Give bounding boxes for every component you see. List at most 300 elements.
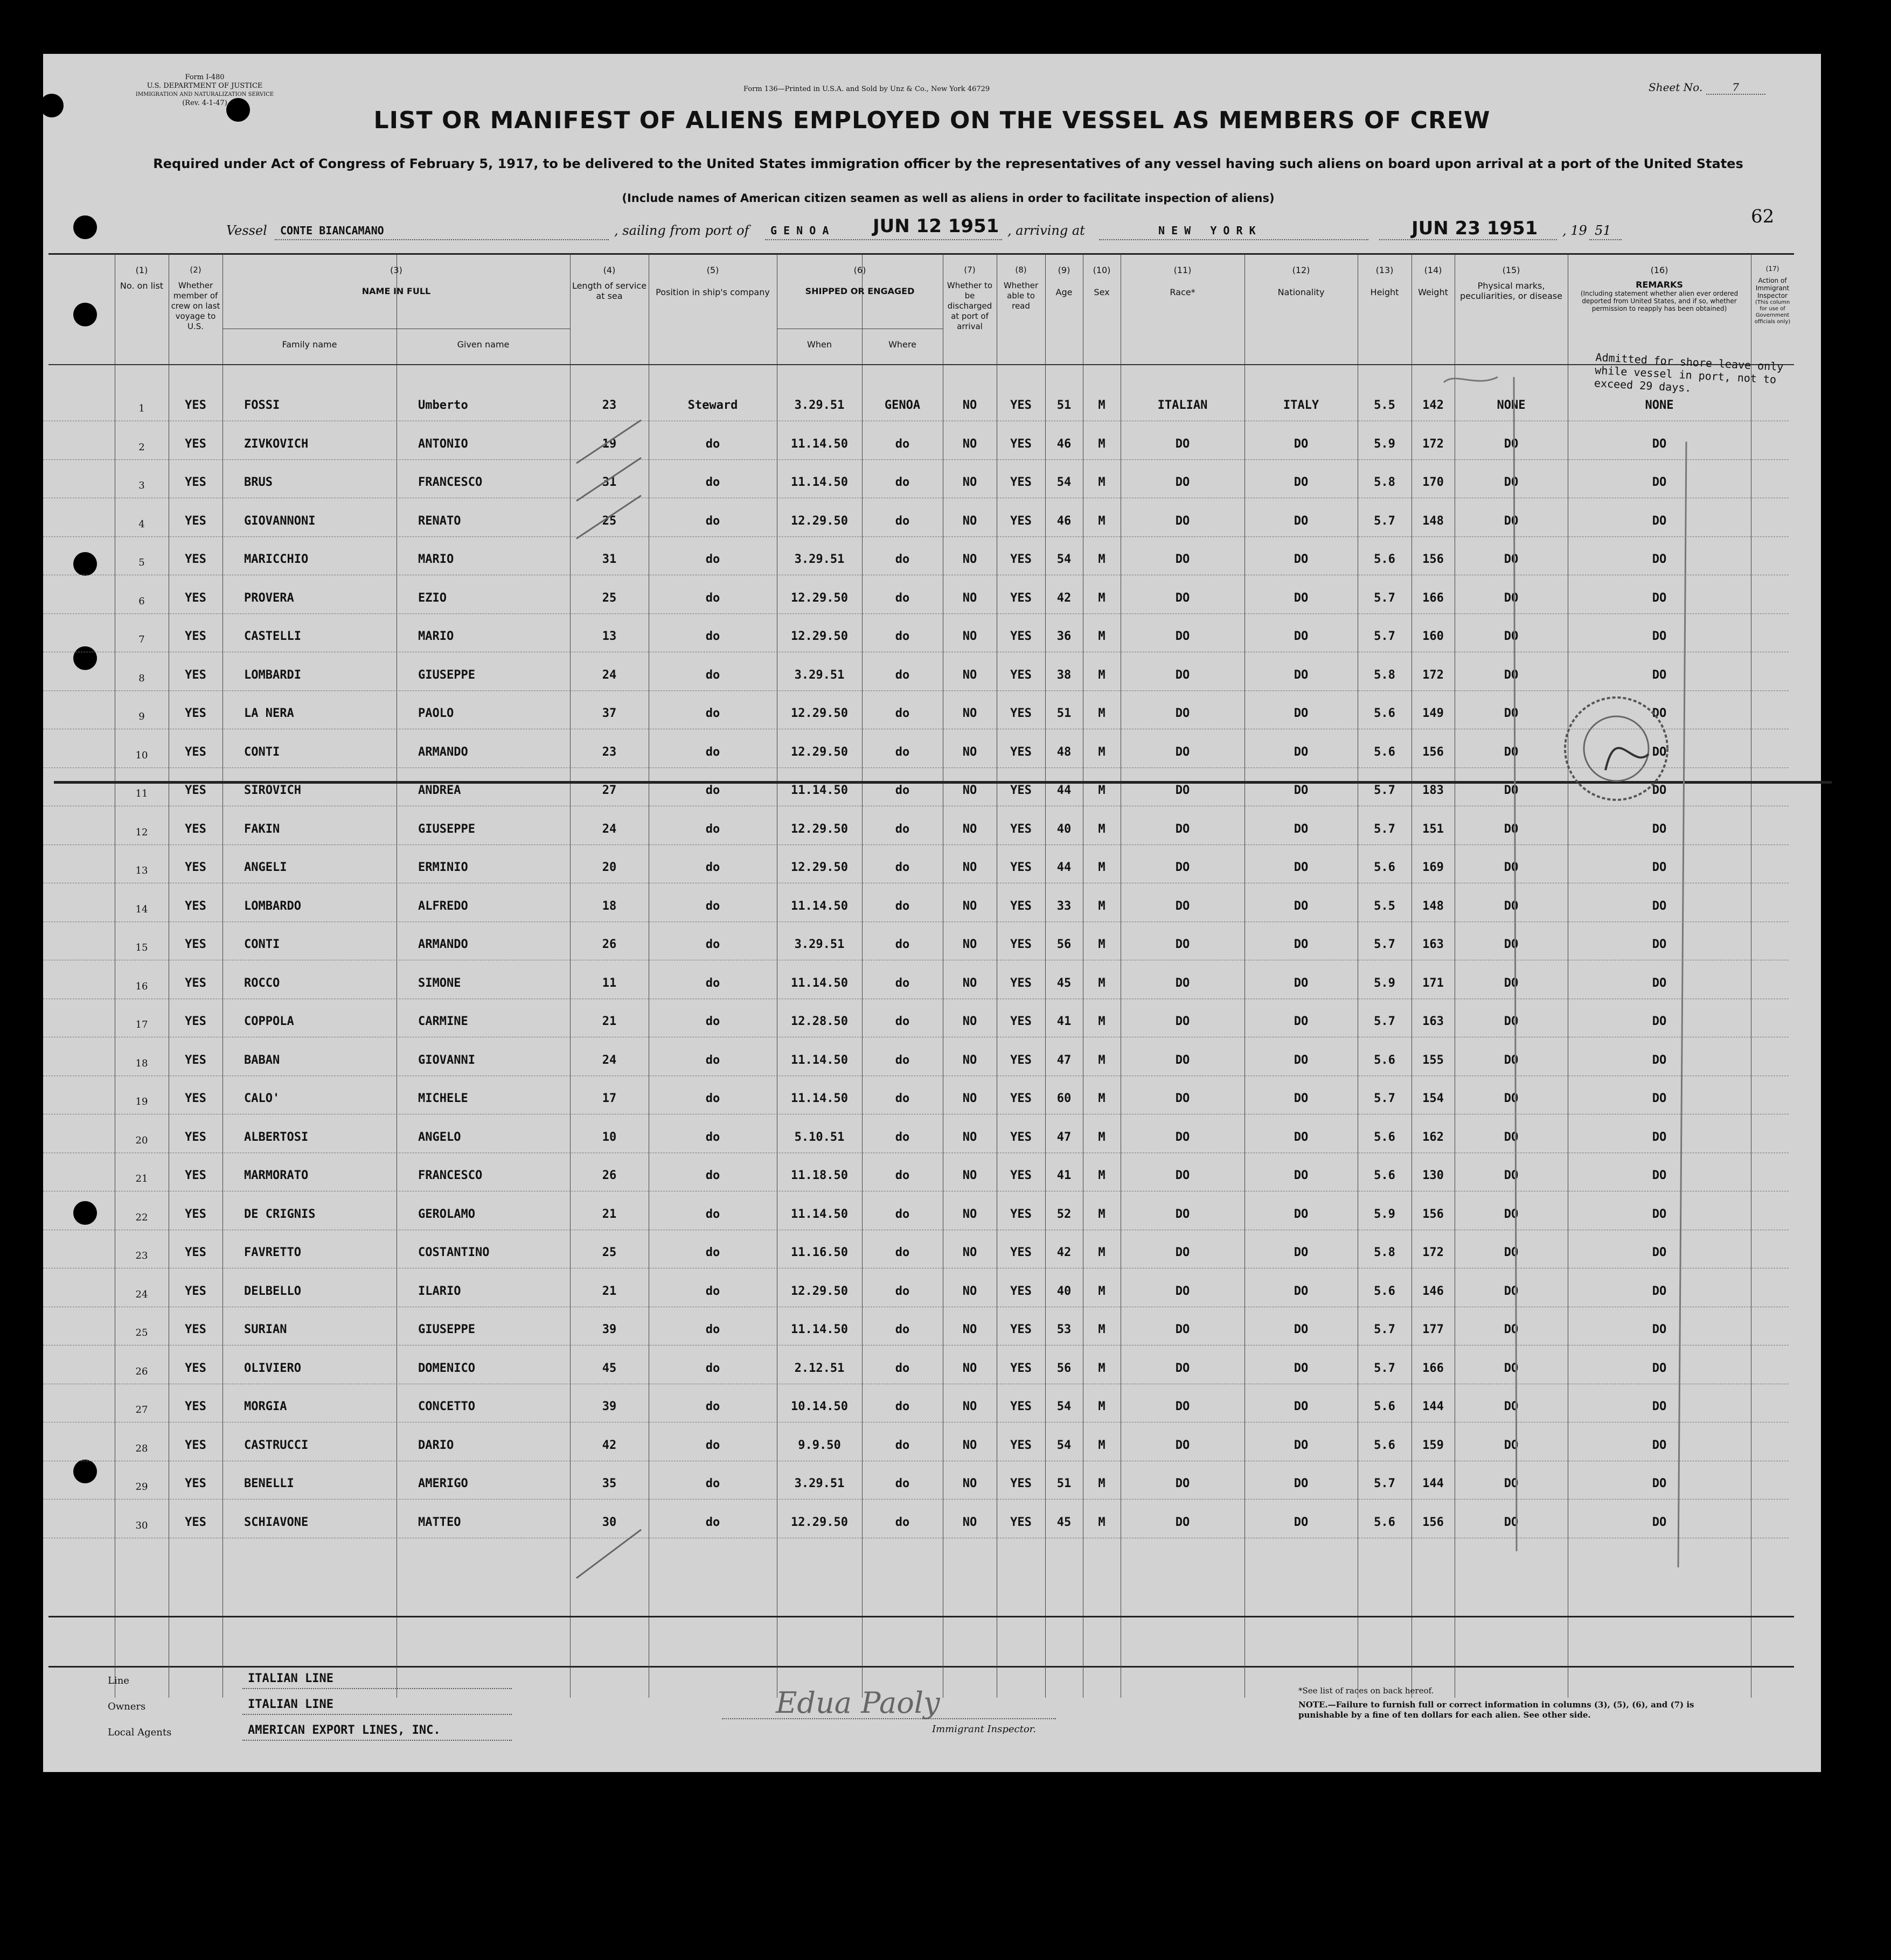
height: 5.9 bbox=[1374, 976, 1395, 990]
engaged-when: 11.14.50 bbox=[791, 1207, 848, 1221]
family-name: BRUS bbox=[244, 476, 273, 489]
engaged-where: do bbox=[895, 630, 910, 643]
service-length: 27 bbox=[602, 784, 617, 797]
remarks: DO bbox=[1652, 591, 1667, 605]
remarks: DO bbox=[1652, 1438, 1667, 1452]
race: DO bbox=[1175, 861, 1190, 874]
discharged-value: NO bbox=[962, 745, 977, 759]
year-label: , 19 bbox=[1562, 223, 1587, 238]
height: 5.8 bbox=[1374, 476, 1395, 489]
family-name: ANGELI bbox=[244, 861, 287, 874]
row-number: 14 bbox=[135, 903, 148, 915]
height: 5.5 bbox=[1374, 399, 1395, 412]
remarks: DO bbox=[1652, 1092, 1667, 1105]
row-number: 1 bbox=[138, 403, 145, 414]
engaged-where: do bbox=[895, 514, 910, 528]
family-name: FAKIN bbox=[244, 822, 280, 836]
sex: M bbox=[1098, 1438, 1106, 1452]
given-name: FRANCESCO bbox=[418, 476, 483, 489]
race: DO bbox=[1175, 976, 1190, 990]
row-number: 11 bbox=[135, 788, 148, 799]
engaged-when: 3.29.51 bbox=[794, 938, 845, 951]
engaged-when: 12.29.50 bbox=[791, 822, 848, 836]
row-number: 2 bbox=[138, 441, 145, 453]
discharged-value: NO bbox=[962, 1053, 977, 1067]
sex: M bbox=[1098, 553, 1106, 566]
engaged-where: do bbox=[895, 1015, 910, 1028]
sex: M bbox=[1098, 1361, 1106, 1375]
physical-marks: DO bbox=[1504, 1169, 1519, 1182]
height: 5.7 bbox=[1374, 784, 1395, 797]
able-to-read-value: YES bbox=[1010, 976, 1032, 990]
sex: M bbox=[1098, 784, 1106, 797]
able-to-read-value: YES bbox=[1010, 1284, 1032, 1298]
engaged-where: do bbox=[895, 591, 910, 605]
age: 41 bbox=[1056, 1015, 1072, 1028]
nationality: DO bbox=[1294, 1400, 1309, 1413]
age: 42 bbox=[1056, 1246, 1072, 1259]
service-length: 24 bbox=[602, 822, 617, 836]
height: 5.7 bbox=[1374, 1323, 1395, 1336]
family-name: SURIAN bbox=[244, 1323, 287, 1336]
engaged-when: 11.14.50 bbox=[791, 976, 848, 990]
row-number: 21 bbox=[135, 1173, 148, 1184]
given-name: MARIO bbox=[418, 553, 454, 566]
physical-marks: DO bbox=[1504, 822, 1519, 836]
discharged-value: NO bbox=[962, 591, 977, 605]
age: 52 bbox=[1056, 1207, 1072, 1221]
remarks: DO bbox=[1652, 1515, 1667, 1529]
service-length: 26 bbox=[602, 938, 617, 951]
given-name: SIMONE bbox=[418, 976, 461, 990]
race: DO bbox=[1175, 1361, 1190, 1375]
race: DO bbox=[1175, 1284, 1190, 1298]
previous-voyage-value: YES bbox=[185, 399, 206, 412]
position: do bbox=[705, 514, 720, 528]
service-length: 21 bbox=[602, 1284, 617, 1298]
header-position: Position in ship's company bbox=[656, 287, 770, 297]
physical-marks: DO bbox=[1504, 1246, 1519, 1259]
position: do bbox=[705, 1092, 720, 1105]
official-seal-icon bbox=[1557, 689, 1676, 808]
engaged-when: 5.10.51 bbox=[794, 1130, 845, 1144]
position: do bbox=[705, 1015, 720, 1028]
height: 5.7 bbox=[1374, 938, 1395, 951]
nationality: DO bbox=[1294, 1092, 1309, 1105]
service-length: 31 bbox=[602, 476, 617, 489]
nationality: DO bbox=[1294, 1130, 1309, 1144]
previous-voyage-value: YES bbox=[185, 1169, 206, 1182]
engaged-when: 11.14.50 bbox=[791, 1323, 848, 1336]
able-to-read-value: YES bbox=[1010, 1015, 1032, 1028]
position: do bbox=[705, 437, 720, 451]
sheet-value: 7 bbox=[1706, 81, 1765, 95]
discharged-value: NO bbox=[962, 514, 977, 528]
physical-marks: DO bbox=[1504, 1015, 1519, 1028]
able-to-read-value: YES bbox=[1010, 1400, 1032, 1413]
weight: 144 bbox=[1422, 1400, 1444, 1413]
nationality: DO bbox=[1294, 861, 1309, 874]
nationality: DO bbox=[1294, 1438, 1309, 1452]
owners-label: Owners bbox=[108, 1701, 146, 1712]
age: 44 bbox=[1056, 861, 1072, 874]
family-name: FOSSI bbox=[244, 399, 280, 412]
nationality: DO bbox=[1294, 1323, 1309, 1336]
engaged-where: do bbox=[895, 784, 910, 797]
remarks: DO bbox=[1652, 1400, 1667, 1413]
year-value: 51 bbox=[1595, 223, 1611, 238]
weight: 154 bbox=[1422, 1092, 1444, 1105]
remarks: DO bbox=[1652, 630, 1667, 643]
position: do bbox=[705, 1515, 720, 1529]
nationality: DO bbox=[1294, 822, 1309, 836]
discharged-value: NO bbox=[962, 1092, 977, 1105]
race: DO bbox=[1175, 1207, 1190, 1221]
agents-label: Local Agents bbox=[108, 1727, 172, 1738]
sex: M bbox=[1098, 861, 1106, 874]
age: 44 bbox=[1056, 784, 1072, 797]
weight: 146 bbox=[1422, 1284, 1444, 1298]
inspector-label: Immigrant Inspector. bbox=[932, 1724, 1037, 1735]
physical-marks: DO bbox=[1504, 1284, 1519, 1298]
col-num: (10) bbox=[1093, 265, 1111, 275]
age: 54 bbox=[1056, 553, 1072, 566]
family-name: CONTI bbox=[244, 938, 280, 951]
height: 5.7 bbox=[1374, 514, 1395, 528]
engaged-when: 2.12.51 bbox=[794, 1361, 845, 1375]
age: 40 bbox=[1056, 1284, 1072, 1298]
service-length: 24 bbox=[602, 1053, 617, 1067]
height: 5.6 bbox=[1374, 861, 1395, 874]
engaged-where: do bbox=[895, 745, 910, 759]
discharged-value: NO bbox=[962, 1438, 977, 1452]
engaged-when: 3.29.51 bbox=[794, 399, 845, 412]
weight: 156 bbox=[1422, 553, 1444, 566]
remarks: DO bbox=[1652, 1053, 1667, 1067]
race: DO bbox=[1175, 476, 1190, 489]
physical-marks: DO bbox=[1504, 553, 1519, 566]
previous-voyage-value: YES bbox=[185, 861, 206, 874]
age: 47 bbox=[1056, 1130, 1072, 1144]
discharged-value: NO bbox=[962, 630, 977, 643]
family-name: FAVRETTO bbox=[244, 1246, 301, 1259]
remarks: DO bbox=[1652, 861, 1667, 874]
age: 56 bbox=[1056, 1361, 1072, 1375]
manifest-sheet bbox=[43, 54, 1821, 1772]
remarks: DO bbox=[1652, 784, 1667, 797]
race: DO bbox=[1175, 1323, 1190, 1336]
row-number: 28 bbox=[135, 1442, 148, 1454]
nationality: DO bbox=[1294, 591, 1309, 605]
position: do bbox=[705, 1246, 720, 1259]
nationality: DO bbox=[1294, 938, 1309, 951]
service-length: 35 bbox=[602, 1477, 617, 1490]
family-name: LOMBARDI bbox=[244, 668, 301, 682]
age: 38 bbox=[1056, 668, 1072, 682]
form-number: Form I-480 bbox=[185, 73, 225, 81]
previous-voyage-value: YES bbox=[185, 514, 206, 528]
family-name: CALO' bbox=[244, 1092, 280, 1105]
discharged-value: NO bbox=[962, 476, 977, 489]
weight: 148 bbox=[1422, 899, 1444, 913]
physical-marks: DO bbox=[1504, 1092, 1519, 1105]
engaged-where: do bbox=[895, 1130, 910, 1144]
able-to-read-value: YES bbox=[1010, 514, 1032, 528]
position: do bbox=[705, 476, 720, 489]
physical-marks: DO bbox=[1504, 861, 1519, 874]
sex: M bbox=[1098, 437, 1106, 451]
physical-marks: DO bbox=[1504, 938, 1519, 951]
row-number: 27 bbox=[135, 1404, 148, 1415]
row-number: 10 bbox=[135, 749, 148, 761]
arrival-port: N E W Y O R K bbox=[1158, 224, 1256, 237]
family-name: CASTRUCCI bbox=[244, 1438, 309, 1452]
arrival-date-stamp: JUN 23 1951 bbox=[1412, 218, 1538, 239]
engaged-when: 12.28.50 bbox=[791, 1015, 848, 1028]
sex: M bbox=[1098, 1053, 1106, 1067]
row-number: 16 bbox=[135, 980, 148, 992]
sex: M bbox=[1098, 1169, 1106, 1182]
row-number: 26 bbox=[135, 1365, 148, 1377]
physical-marks: NONE bbox=[1497, 399, 1526, 412]
engaged-where: do bbox=[895, 437, 910, 451]
race: DO bbox=[1175, 1515, 1190, 1529]
physical-marks: DO bbox=[1504, 1477, 1519, 1490]
able-to-read-value: YES bbox=[1010, 1092, 1032, 1105]
previous-voyage-value: YES bbox=[185, 668, 206, 682]
position: do bbox=[705, 861, 720, 874]
age: 54 bbox=[1056, 476, 1072, 489]
able-to-read-value: YES bbox=[1010, 1130, 1032, 1144]
engaged-when: 12.29.50 bbox=[791, 591, 848, 605]
service-length: 19 bbox=[602, 437, 617, 451]
row-number: 18 bbox=[135, 1057, 148, 1069]
position: do bbox=[705, 1130, 720, 1144]
discharged-value: NO bbox=[962, 1284, 977, 1298]
given-name: FRANCESCO bbox=[418, 1169, 483, 1182]
able-to-read-value: YES bbox=[1010, 437, 1032, 451]
position: do bbox=[705, 668, 720, 682]
header-remarks-note: (Including statement whether alien ever ordered deported from United States, and if so, whether permission to reapply has been obtained) bbox=[1580, 290, 1739, 312]
col-num: (4) bbox=[603, 265, 616, 275]
discharged-value: NO bbox=[962, 784, 977, 797]
engaged-when: 12.29.50 bbox=[791, 861, 848, 874]
height: 5.6 bbox=[1374, 745, 1395, 759]
service-length: 21 bbox=[602, 1015, 617, 1028]
given-name: ARMANDO bbox=[418, 745, 468, 759]
position: do bbox=[705, 1361, 720, 1375]
discharged-value: NO bbox=[962, 1477, 977, 1490]
height: 5.9 bbox=[1374, 1207, 1395, 1221]
given-name: Umberto bbox=[418, 399, 468, 412]
physical-marks: DO bbox=[1504, 1323, 1519, 1336]
previous-voyage-value: YES bbox=[185, 1438, 206, 1452]
sex: M bbox=[1098, 976, 1106, 990]
service-length: 42 bbox=[602, 1438, 617, 1452]
height: 5.7 bbox=[1374, 630, 1395, 643]
weight: 183 bbox=[1422, 784, 1444, 797]
height: 5.7 bbox=[1374, 1477, 1395, 1490]
age: 36 bbox=[1056, 630, 1072, 643]
given-name: RENATO bbox=[418, 514, 461, 528]
remarks: DO bbox=[1652, 822, 1667, 836]
race: DO bbox=[1175, 514, 1190, 528]
sex: M bbox=[1098, 899, 1106, 913]
able-to-read-value: YES bbox=[1010, 1169, 1032, 1182]
race: DO bbox=[1175, 1169, 1190, 1182]
weight: 156 bbox=[1422, 745, 1444, 759]
weight: 166 bbox=[1422, 1361, 1444, 1375]
instruction-subtitle: (Include names of American citizen seamen as well as aliens in order to facilitate inspection of aliens) bbox=[622, 192, 1275, 205]
weight: 170 bbox=[1422, 476, 1444, 489]
given-name: GIUSEPPE bbox=[418, 668, 475, 682]
race: DO bbox=[1175, 630, 1190, 643]
race: DO bbox=[1175, 1438, 1190, 1452]
row-number: 8 bbox=[138, 672, 145, 684]
discharged-value: NO bbox=[962, 437, 977, 451]
physical-marks: DO bbox=[1504, 1438, 1519, 1452]
weight: 130 bbox=[1422, 1169, 1444, 1182]
position: do bbox=[705, 745, 720, 759]
col-num: (5) bbox=[706, 265, 719, 275]
header-physical-marks: Physical marks, peculiarities, or disease bbox=[1460, 281, 1562, 301]
engaged-when: 11.14.50 bbox=[791, 1053, 848, 1067]
age: 46 bbox=[1056, 437, 1072, 451]
able-to-read-value: YES bbox=[1010, 399, 1032, 412]
position: do bbox=[705, 1207, 720, 1221]
position: do bbox=[705, 1438, 720, 1452]
age: 56 bbox=[1056, 938, 1072, 951]
sex: M bbox=[1098, 1015, 1106, 1028]
previous-voyage-value: YES bbox=[185, 1284, 206, 1298]
service-length: 23 bbox=[602, 745, 617, 759]
service-length: 45 bbox=[602, 1361, 617, 1375]
family-name: BABAN bbox=[244, 1053, 280, 1067]
pencil-marks-icon bbox=[43, 54, 1821, 1772]
remarks: DO bbox=[1652, 707, 1667, 720]
age: 42 bbox=[1056, 591, 1072, 605]
able-to-read-value: YES bbox=[1010, 1477, 1032, 1490]
weight: 172 bbox=[1422, 1246, 1444, 1259]
physical-marks: DO bbox=[1504, 1130, 1519, 1144]
family-name: OLIVIERO bbox=[244, 1361, 301, 1375]
race: ITALIAN bbox=[1157, 399, 1208, 412]
row-number: 3 bbox=[138, 480, 145, 491]
service-length: 11 bbox=[602, 976, 617, 990]
nationality: DO bbox=[1294, 1053, 1309, 1067]
header-given-name: Given name bbox=[457, 339, 510, 350]
nationality: DO bbox=[1294, 707, 1309, 720]
sex: M bbox=[1098, 1477, 1106, 1490]
height: 5.6 bbox=[1374, 1130, 1395, 1144]
physical-marks: DO bbox=[1504, 1515, 1519, 1529]
able-to-read-value: YES bbox=[1010, 476, 1032, 489]
header-height: Height bbox=[1370, 287, 1399, 297]
header-where: Where bbox=[888, 339, 916, 350]
header-no-on-list: No. on list bbox=[120, 281, 164, 291]
given-name: AMERIGO bbox=[418, 1477, 468, 1490]
able-to-read-value: YES bbox=[1010, 1361, 1032, 1375]
race: DO bbox=[1175, 745, 1190, 759]
weight: 156 bbox=[1422, 1515, 1444, 1529]
given-name: GIUSEPPE bbox=[418, 822, 475, 836]
remarks: DO bbox=[1652, 745, 1667, 759]
engaged-where: do bbox=[895, 1207, 910, 1221]
discharged-value: NO bbox=[962, 553, 977, 566]
weight: 149 bbox=[1422, 707, 1444, 720]
col-num: (12) bbox=[1292, 265, 1310, 275]
engaged-where: do bbox=[895, 976, 910, 990]
engaged-where: do bbox=[895, 668, 910, 682]
weight: 156 bbox=[1422, 1207, 1444, 1221]
weight: 151 bbox=[1422, 822, 1444, 836]
age: 60 bbox=[1056, 1092, 1072, 1105]
discharged-value: NO bbox=[962, 668, 977, 682]
physical-marks: DO bbox=[1504, 476, 1519, 489]
race: DO bbox=[1175, 784, 1190, 797]
nationality: DO bbox=[1294, 514, 1309, 528]
given-name: EZIO bbox=[418, 591, 447, 605]
age: 47 bbox=[1056, 1053, 1072, 1067]
family-name: DELBELLO bbox=[244, 1284, 301, 1298]
row-number: 7 bbox=[138, 634, 145, 645]
able-to-read-value: YES bbox=[1010, 1323, 1032, 1336]
previous-voyage-value: YES bbox=[185, 591, 206, 605]
engaged-when: 11.14.50 bbox=[791, 437, 848, 451]
family-name: MARMORATO bbox=[244, 1169, 309, 1182]
shore-leave-annotation: Admitted for shore leave only while vessel in port, not to exceed 29 days. bbox=[1594, 351, 1784, 395]
service-length: 23 bbox=[602, 399, 617, 412]
family-name: ZIVKOVICH bbox=[244, 437, 309, 451]
weight: 163 bbox=[1422, 938, 1444, 951]
header-name-in-full: NAME IN FULL bbox=[361, 286, 431, 296]
service-length: 26 bbox=[602, 1169, 617, 1182]
race: DO bbox=[1175, 437, 1190, 451]
previous-voyage-value: YES bbox=[185, 1130, 206, 1144]
engaged-where: do bbox=[895, 1169, 910, 1182]
engaged-when: 3.29.51 bbox=[794, 668, 845, 682]
age: 48 bbox=[1056, 745, 1072, 759]
engaged-where: do bbox=[895, 553, 910, 566]
discharged-value: NO bbox=[962, 1361, 977, 1375]
position: do bbox=[705, 591, 720, 605]
penalty-note: NOTE.—Failure to furnish full or correct information in columns (3), (5), (6), and (7) is punishable by a fine of ten dollars for each alien. See other side. bbox=[1298, 1700, 1694, 1720]
remarks: DO bbox=[1652, 514, 1667, 528]
header-shipped-or-engaged: SHIPPED OR ENGAGED bbox=[805, 286, 915, 296]
remarks: DO bbox=[1652, 1323, 1667, 1336]
col-num: (14) bbox=[1424, 265, 1442, 275]
col-num: (6) bbox=[853, 265, 866, 275]
height: 5.8 bbox=[1374, 1246, 1395, 1259]
previous-voyage-value: YES bbox=[185, 1477, 206, 1490]
given-name: ANDREA bbox=[418, 784, 461, 797]
physical-marks: DO bbox=[1504, 668, 1519, 682]
position: do bbox=[705, 1284, 720, 1298]
able-to-read-value: YES bbox=[1010, 1053, 1032, 1067]
nationality: ITALY bbox=[1283, 399, 1319, 412]
remarks: DO bbox=[1652, 976, 1667, 990]
remarks: DO bbox=[1652, 553, 1667, 566]
discharged-value: NO bbox=[962, 976, 977, 990]
col-num: (13) bbox=[1375, 265, 1394, 275]
physical-marks: DO bbox=[1504, 976, 1519, 990]
able-to-read-value: YES bbox=[1010, 938, 1032, 951]
previous-voyage-value: YES bbox=[185, 707, 206, 720]
nationality: DO bbox=[1294, 1169, 1309, 1182]
discharged-value: NO bbox=[962, 1400, 977, 1413]
sex: M bbox=[1098, 399, 1106, 412]
discharged-value: NO bbox=[962, 822, 977, 836]
